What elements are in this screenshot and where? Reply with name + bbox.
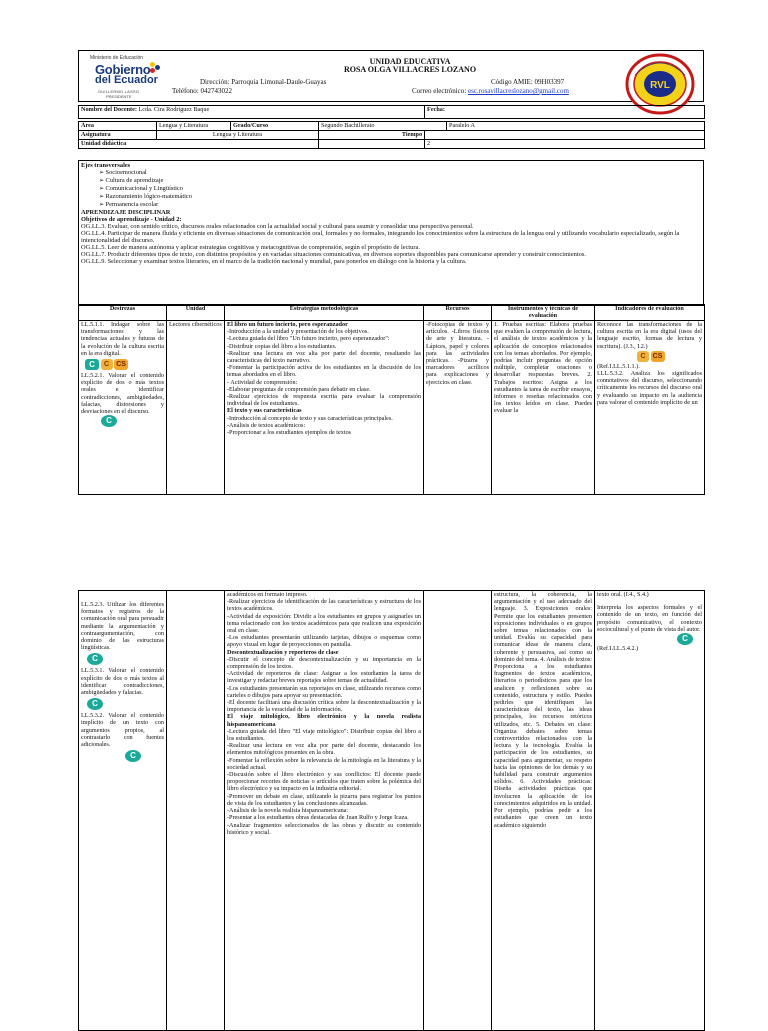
col-estrategias: Estrategias metodológicas <box>225 305 424 321</box>
ejes-title: Ejes transversales <box>81 162 131 169</box>
competency-c-icon: C <box>677 633 693 645</box>
strategy-line: -Análisis de textos académicos: <box>227 421 306 429</box>
strategy-line: - Actividad de comprensión: <box>227 378 298 386</box>
strategy-line: -Realizar una lectura en voz alta por parte del docente, destacando los elementos mitológicos presentes en la obra. <box>227 742 421 757</box>
strategy-line: -El docente facilitará una discusión crítica sobre la descontextualización y la importancia de la veracidad de la información. <box>227 699 421 714</box>
indicator-ref: (Ref.I.LL.5.4.2.) <box>597 645 639 653</box>
competency-c-icon: C <box>125 750 141 762</box>
page-1 <box>0 0 768 505</box>
estrategias-cell <box>225 591 424 1031</box>
indicator-text: Interpreta los aspectos formales y el contenido de un texto, en función del propósito comunicativo, el contexto sociocultural y el punto de vista del autor. <box>597 604 702 633</box>
strategy-line: -Análisis de la novela realista hispanoamericana: <box>227 807 349 815</box>
unidad-label: Unidad didáctica <box>79 140 319 149</box>
objetivos-title: Objetivos de aprendizaje - Unidad 2: <box>81 216 182 223</box>
seal-text: RVL <box>650 80 670 91</box>
strategy-line: -Los estudiantes presentarán utilizando tarjetas, dibujos o esquemas como apoyo visual en lugar de proyecciones en pantalla. <box>227 634 421 649</box>
school-name: ROSA OLGA VILLACRES LOZANO <box>343 65 477 74</box>
competency-c-icon: C <box>87 653 103 665</box>
asignatura-value: Lengua y Literatura <box>157 131 319 140</box>
competency-d-icon: C <box>101 359 113 370</box>
strategy-title: Descontextualización y reporteros de clase <box>227 648 339 656</box>
col-instrumentos: Instrumentos y técnicas de evaluación <box>492 305 595 321</box>
strategy-line: -Analizar fragmentos seleccionados de las obras y discutir su contenido histórico y social. <box>227 821 421 836</box>
gobierno-logo-line1: Gobierno <box>95 62 151 77</box>
eje-item: ➢ Socioemocional <box>99 169 701 177</box>
destrezas-cell <box>79 591 167 1031</box>
destreza-ll531: LL.5.3.1. Valorar el contenido explícito de dos o más textos al identificar contradicciones, ambigüedades y falacias. <box>81 667 164 697</box>
strategy-line: -Presentar a los estudiantes obras destacadas de Juan Rulfo y Jorge Icaza. <box>227 814 409 822</box>
strategy-line: -Discusión sobre el libro electrónico y sus conflictos: El docente puede proporcionar recortes de noticias o artículos que traten sobre la polémica del libro electrónico y su impacto en la industria editorial. <box>227 771 421 793</box>
strategy-line: -Distribuir copias del libro a los estudiantes. <box>227 342 337 350</box>
tiempo-label: Tiempo <box>319 131 425 140</box>
strategy-line: -Realizar ejercicios de respuesta escrita para evaluar la comprensión individual de los estudiantes. <box>227 393 421 408</box>
destreza-ll532: LL.5.3.2. Valorar el contenido implícito de un texto con argumentos propios, al contrastarlo con fuentes adicionales. <box>81 712 164 749</box>
school-address: Dirección: Parroquia Limonal-Daule-Guayas <box>200 78 327 86</box>
indicadores-cell <box>595 591 705 1031</box>
planning-table-1 <box>78 304 705 495</box>
destreza-ll521: LL.5.2.1. Valorar el contenido explícito de dos o más textos orales e identificar contradicciones, ambigüedades, falacias, distorsiones y desviaciones en el discurso. <box>81 372 164 416</box>
unidad-number: 2 <box>425 140 705 149</box>
col-indicadores: Indicadores de evaluación <box>595 305 705 321</box>
aprendizaje-title: APRENDIZAJE DISCIPLINAR <box>81 209 171 216</box>
strategy-line: -Introducción a la unidad y presentación de los objetivos. <box>227 328 369 336</box>
strategy-line: -Los estudiantes presentarán sus reportajes en clase, utilizando recursos como carteles o dibujos para apoyar su presentación. <box>227 684 421 699</box>
eje-item: ➢ Razonamiento lógico-matemático <box>99 193 701 201</box>
info-table <box>78 105 705 149</box>
indicator-text: Reconoce las transformaciones de la cultura escrita en la era digital (usos del lenguaje escrito, formas de lectura y escritura). (J.3., I.2.) <box>597 321 702 350</box>
col-recursos: Recursos <box>424 305 492 321</box>
competency-c-icon: C <box>85 359 99 370</box>
area-value: Lengua y Literatura <box>157 122 231 131</box>
objective-og9: OG.LL.9. Seleccionar y examinar textos literarios, en el marco de la tradición nacional y mundial, para ponerlos en diálogo con la historia y la cultura. <box>81 258 467 265</box>
strategy-line: -Fomentar la participación activa de los estudiantes en la discusión de los temas abordados en el libro. <box>227 364 421 379</box>
badges-row <box>637 351 702 362</box>
strategy-line: -Introducción al concepto de texto y sus características principales. <box>227 414 393 422</box>
objective-og3: OG.LL.3. Evaluar, con sentido crítico, discursos orales relacionados con la actualidad social y cultural para asumir y consolidar una perspectiva personal. <box>81 223 474 230</box>
strategy-line: -Elaborar preguntas de comprensión para debatir en clase. <box>227 385 371 393</box>
objectives-box <box>78 160 704 306</box>
estrategias-cell <box>225 321 424 495</box>
page-gap <box>0 505 768 590</box>
destreza-ll511: LL.5.1.1. Indagar sobre las transformaciones y las tendencias actuales y futuras de la evolución de la cultura escrita en la era digital. <box>81 321 164 357</box>
gobierno-logo <box>92 62 162 100</box>
indicator-ref: (Ref.I.LL.5.1.1.). <box>597 362 640 370</box>
indicadores-cell <box>595 321 705 495</box>
teacher-label: Nombre del Docente: <box>81 106 137 113</box>
eje-item: ➢ Permanencia escolar <box>99 201 701 209</box>
strategy-line: -Discutir el concepto de descontextualización y su importancia en la comprensión de los textos. <box>227 655 421 671</box>
strategy-title: El libro un futuro incierto, pero esperanzador <box>227 321 348 328</box>
gobierno-logo-line3: GUILLERMO LASSO <box>98 89 140 94</box>
instrumentos-cell: 1. Pruebas escritas: Elabora pruebas que evalúen la comprensión de lectura, el análisis de textos académicos y la aplicación de conceptos relacionados con los temas abordados. Por ejemplo, podrías incluir preguntas de opción múltiple, completar oraciones o desarrollar respuestas breves. 2. Trabajos escritos: Asigna a los estudiantes la tarea de escribir ensayos, informes o reseñas relacionados con los textos leídos en clase. Puedes evaluar la <box>492 321 595 495</box>
unidad-cell: Lectores cibernéticos <box>167 321 225 495</box>
email-label: Correo electrónico: <box>412 87 468 95</box>
strategy-line: -Actividad de exposición: Dividir a los estudiantes en grupos y asignarles un tema relacionado con los textos académicos para que realicen una exposición oral en clase. <box>227 612 421 635</box>
destreza-ll523: LL.5.2.3. Utilizar los diferentes formatos y registros de la comunicación oral para persuadir mediante la argumentación y contraargumentación, con dominio de las estructuras lingüísticas. <box>81 601 164 652</box>
ejes-list <box>81 169 701 209</box>
school-type: UNIDAD EDUCATIVA <box>369 57 451 66</box>
planning-table-2 <box>78 590 705 1031</box>
teacher-row <box>79 106 425 119</box>
strategy-title: El viaje mitológico, libro electrónico y la novela realista hispanoamericana <box>227 713 421 728</box>
fecha-label: Fecha: <box>425 106 705 119</box>
strategy-line: -Lectura guiada del libro "El viaje mitológico": Distribuir copias del libro a los estudiantes. <box>227 727 421 743</box>
strategy-line: -Realizar ejercicios de identificación de las características y estructura de los textos académicos. <box>227 598 421 613</box>
grado-label: Grado/Curso <box>231 122 319 131</box>
paralelo-value: Paralelo A <box>447 122 705 131</box>
competency-d-icon: C <box>637 351 649 362</box>
indicator-text: I.LL.5.3.2. Analiza los significados connotativos del discurso, seleccionando críticamente los recursos del discurso oral y evaluando su impacto en la audiencia para valorar el contenido implícito de un <box>597 370 702 406</box>
unidad-cell <box>167 591 225 1031</box>
teacher-name: Lcda. Cira Rodriguez Baque <box>138 106 210 113</box>
area-label: Área <box>79 122 157 131</box>
objective-og4: OG.LL.4. Participar de manera fluida y eficiente en diversas situaciones de comunicación oral, formales y no formales, integrando los conocimientos sobre la estructura de la lengua oral y utilizando vocabulario especializado, según la intencionalidad del discurso. <box>81 230 680 244</box>
page-2 <box>0 590 768 1024</box>
competency-cs-icon: CS <box>651 351 665 362</box>
col-destrezas: Destrezas <box>79 305 167 321</box>
ministerio-label: Ministerio de Educación <box>90 55 144 61</box>
destrezas-cell <box>79 321 167 495</box>
asignatura-label: Asignatura <box>79 131 157 140</box>
strategy-line: -Realizar una lectura en voz alta por parte del docente, resaltando las características del texto narrativo. <box>227 349 421 365</box>
strategy-line: académicos en formato impreso. <box>227 591 308 598</box>
objective-og7: OG.LL.7. Producir diferentes tipos de texto, con distintos propósitos y en variadas situaciones comunicativas, en diversos soportes disponibles para comunicarse aprender y construir conocimientos. <box>81 251 586 258</box>
competency-c-icon: C <box>87 698 103 710</box>
badges-row <box>85 359 164 370</box>
strategy-line: -Promover un debate en clase, utilizando la pizarra para registrar los puntos de vista de los estudiantes y las conclusiones alcanzadas. <box>227 792 421 807</box>
eje-item: ➢ Comunicacional y Lingüístico <box>99 185 701 193</box>
competency-c-icon: C <box>101 415 117 427</box>
email-link[interactable]: esc.rosavillacreslozano@gmail.com <box>467 87 569 95</box>
indicator-text: texto oral. (I.4., S.4.) <box>597 591 649 598</box>
objective-og5: OG.LL.5. Leer de manera autónoma y aplicar estrategias cognitivas y metacognitivas de comprensión, según el propósito de lectura. <box>81 244 420 251</box>
recursos-cell <box>424 591 492 1031</box>
competency-cs-icon: CS <box>114 359 128 370</box>
school-phone: Teléfono: 042743022 <box>172 87 232 95</box>
gobierno-logo-line2: del Ecuador <box>95 74 158 86</box>
amie-code: Código AMIE: 09H03397 <box>491 78 565 86</box>
strategy-line: -Proporcionar a los estudiantes ejemplos de textos <box>227 429 352 437</box>
strategy-line: -Lectura guiada del libro "Un futuro incierto, pero esperanzador": <box>227 335 390 343</box>
grado-value: Segundo Bachillerato <box>319 122 447 131</box>
gobierno-logo-line4: PRESIDENTE <box>106 94 132 99</box>
instrumentos-cell: estructura, la coherencia, la argumentación y el uso adecuado del lenguaje. 3. Exposiciones orales: Permite que los estudiantes presenten exposiciones individuales o en grupos sobre temas relacionados con la unidad. Evalúa su capacidad para comunicar ideas de manera clara, coherente y persuasiva, así como su dominio del tema. 4. Análisis de textos: Proporciona a los estudiantes fragmentos de textos académicos, literarios o periodísticos para que los analicen y reflexionen sobre su contenido, estructura y estilo. Puedes pedirles que identifiquen las características del texto, las ideas principales, los recursos retóricos utilizados, etc. 5. Debates en clase: Organiza debates sobre temas controvertidos relacionados con la lectura y la tecnología. Evalúa la participación de los estudiantes, su capacidad para argumentar, su respeto hacia las opiniones de los demás y su habilidad para construir argumentos sólidos. 6. Actividades prácticas: Diseña actividades prácticas que involucren la aplicación de los conocimientos adquiridos en la unidad. Por ejemplo, podrías pedir a los estudiantes que creen un texto académico siguiendo <box>492 591 595 1031</box>
strategy-line: -Actividad de reporteros de clase: Asignar a los estudiantes la tarea de investigar y redactar breves reportajes sobre temas de actualidad. <box>227 670 421 685</box>
recursos-cell: -Fotocopias de textos y artículos. -Libros físicos de arte y literatura. -Lápices, papel y colores para las actividades prácticas. -Pizarra y marcadores acrílicos para explicaciones y ejercicios en clase. <box>424 321 492 495</box>
strategy-title: El texto y sus características <box>227 407 302 415</box>
strategy-line: -Fomentar la reflexión sobre la relevancia de la mitología en la literatura y la sociedad actual. <box>227 756 421 771</box>
eje-item: ➢ Cultura de aprendizaje <box>99 177 701 185</box>
col-unidad: Unidad <box>167 305 225 321</box>
school-email <box>412 87 569 95</box>
